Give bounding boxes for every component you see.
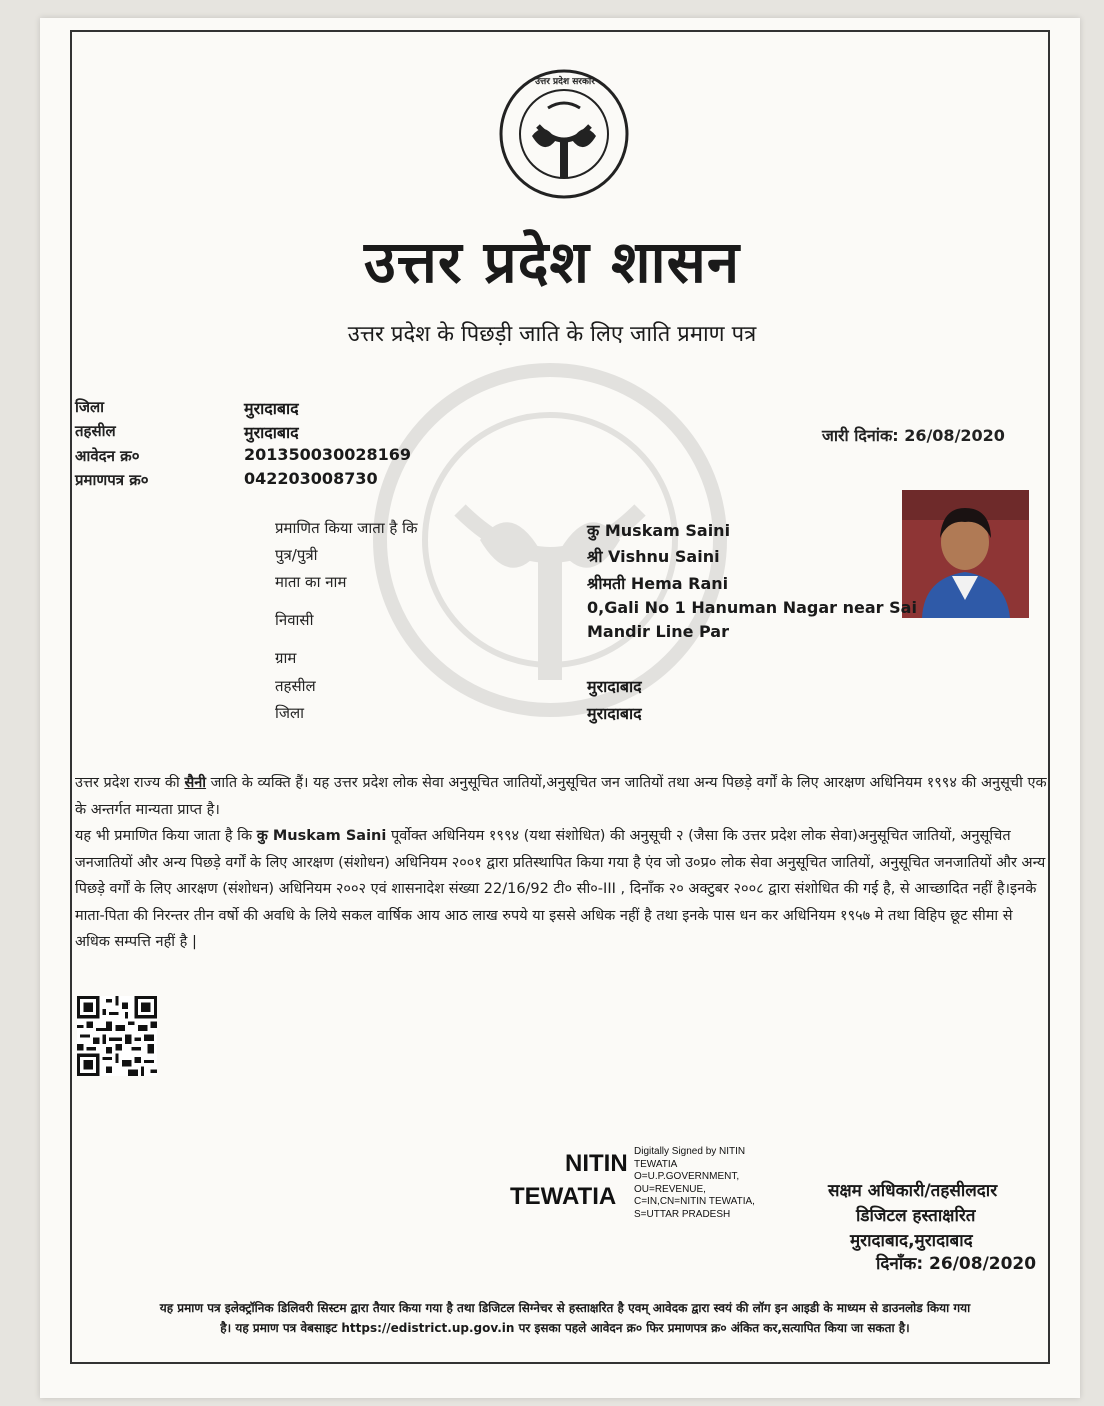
body-paragraph-2 (75, 823, 1050, 956)
application-number-label: आवेदन क्र० (75, 447, 140, 465)
signatory-first-name: NITIN (565, 1150, 628, 1177)
body-applicant-name: कु Muskam Saini (256, 828, 387, 844)
detail-tehsil-value: मुरादाबाद (587, 677, 642, 696)
certificate-number-label: प्रमाणपत्र क्र० (75, 471, 149, 489)
body-text-2a: यह भी प्रमाणित किया जाता है कि (75, 828, 257, 844)
tehsil-value: मुरादाबाद (244, 423, 299, 442)
caste-name: सैनी (184, 775, 207, 791)
footer-line-2: है। यह प्रमाण पत्र वेबसाइट https://edistrict.up.gov.in पर इसका पहले आवेदन क्र० फिर प्रमाणपत्र क्र० अंकित कर,सत्यापित किया जा सकता है। (220, 1321, 910, 1335)
officer-title: सक्षम अधिकारी/तहसीलदार (828, 1181, 998, 1201)
applicant-name: कु Muskam Saini (587, 521, 731, 540)
mother-label: माता का नाम (275, 573, 347, 591)
detail-district-value: मुरादाबाद (587, 704, 642, 723)
detail-tehsil-label: तहसील (275, 677, 316, 695)
page-title: उत्तर प्रदेश शासन (363, 228, 741, 296)
emblem-text: उत्तर प्रदेश सरकार (535, 77, 595, 87)
footer-note (70, 1298, 1060, 1338)
applicant-photo (902, 490, 1029, 618)
district-value: मुरादाबाद (244, 399, 299, 418)
detail-district-label: जिला (275, 704, 305, 722)
body-text-1b: जाति के व्यक्ति हैं। यह उत्तर प्रदेश लोक सेवा अनुसूचित जातियों,अनुसूचित जन जातियों तथा अन्य पिछड़े वर्गों के लिए आरक्षण अधिनियम १९९४ की अनुसूची एक के अन्तर्गत मान्यता प्राप्त है। (75, 775, 1047, 818)
address-line1: 0,Gali No 1 Hanuman Nagar near Sai (587, 598, 917, 617)
address-line2: Mandir Line Par (587, 622, 729, 641)
body-text-2b: पूर्वोक्त अधिनियम १९९४ (यथा संशोधित) की अनुसूची २ (जैसा कि उत्तर प्रदेश लोक सेवा)अनुसूचित जातियों, अनुसूचित जनजातियों और अन्य पिछड़े वर्गों के लिए आरक्षण (संशोधन) अधिनियम २००१ द्वारा प्रतिस्थापित किया गया है एंव जो उ०प्र० लोक सेवा अनुसूचित जातियों, अनुसूचित जनजातियों और अन्य पिछड़े वर्गों के लिए आरक्षण (संशोधन) अधिनियम २००२ एवं शासनादेश संख्या 22/16/92 टी० सी०-III , दिनाँक २० अक्टुबर २००८ द्वारा संशोधित की गई है, से आच्छादित नहीं है।इनके माता-पिता की निरन्तर तीन वर्षो की अवधि के लिये सकल वार्षिक आय आठ लाख रुपये या इससे अधिक नहीं है तथा इनके पास धन कर अधिनियम १९५७ मे तथा विहिप छूट सीमा से अधिक सम्पत्ति नहीं है | (75, 828, 1046, 950)
signatory-last-name: TEWATIA (510, 1183, 617, 1210)
digitally-signed-text: डिजिटल हस्ताक्षरित (856, 1206, 976, 1226)
body-paragraph-1 (75, 770, 1050, 823)
parent-label: पुत्र/पुत्री (275, 546, 318, 564)
tehsil-label: तहसील (75, 422, 116, 440)
officer-sign-date: दिनाँक: 26/08/2020 (876, 1254, 1037, 1274)
district-label: जिला (75, 398, 105, 416)
certificate-body (75, 770, 1050, 956)
certificate-subtitle: उत्तर प्रदेश के पिछड़ी जाति के लिए जाति प्रमाण पत्र (347, 322, 757, 347)
qr-code (76, 996, 158, 1076)
up-government-emblem (498, 68, 630, 200)
body-text-1a: उत्तर प्रदेश राज्य की (75, 775, 185, 791)
digital-signature-details: Digitally Signed by NITIN TEWATIA O=U.P.GOVERNMENT, OU=REVENUE, C=IN,CN=NITIN TEWATIA, S=UTTAR PRADESH (634, 1146, 755, 1220)
issue-date: जारी दिनांक: 26/08/2020 (822, 426, 1005, 445)
father-name: श्री Vishnu Saini (587, 547, 720, 566)
resident-label: निवासी (275, 611, 314, 629)
certificate-number-value: 042203008730 (244, 469, 378, 488)
application-number-value: 201350030028169 (244, 445, 411, 464)
certified-label: प्रमाणित किया जाता है कि (275, 519, 418, 537)
footer-line-1: यह प्रमाण पत्र इलेक्ट्रॉनिक डिलिवरी सिस्टम द्वारा तैयार किया गया है तथा डिजिटल सिग्नेचर से हस्ताक्षरित है एवम् आवेदक द्वारा स्वयं की लॉग इन आइडी के माध्यम से डाउनलोड किया गया (159, 1301, 971, 1315)
officer-location: मुरादाबाद,मुरादाबाद (850, 1231, 973, 1251)
village-label: ग्राम (275, 649, 297, 667)
mother-name: श्रीमती Hema Rani (587, 574, 729, 593)
